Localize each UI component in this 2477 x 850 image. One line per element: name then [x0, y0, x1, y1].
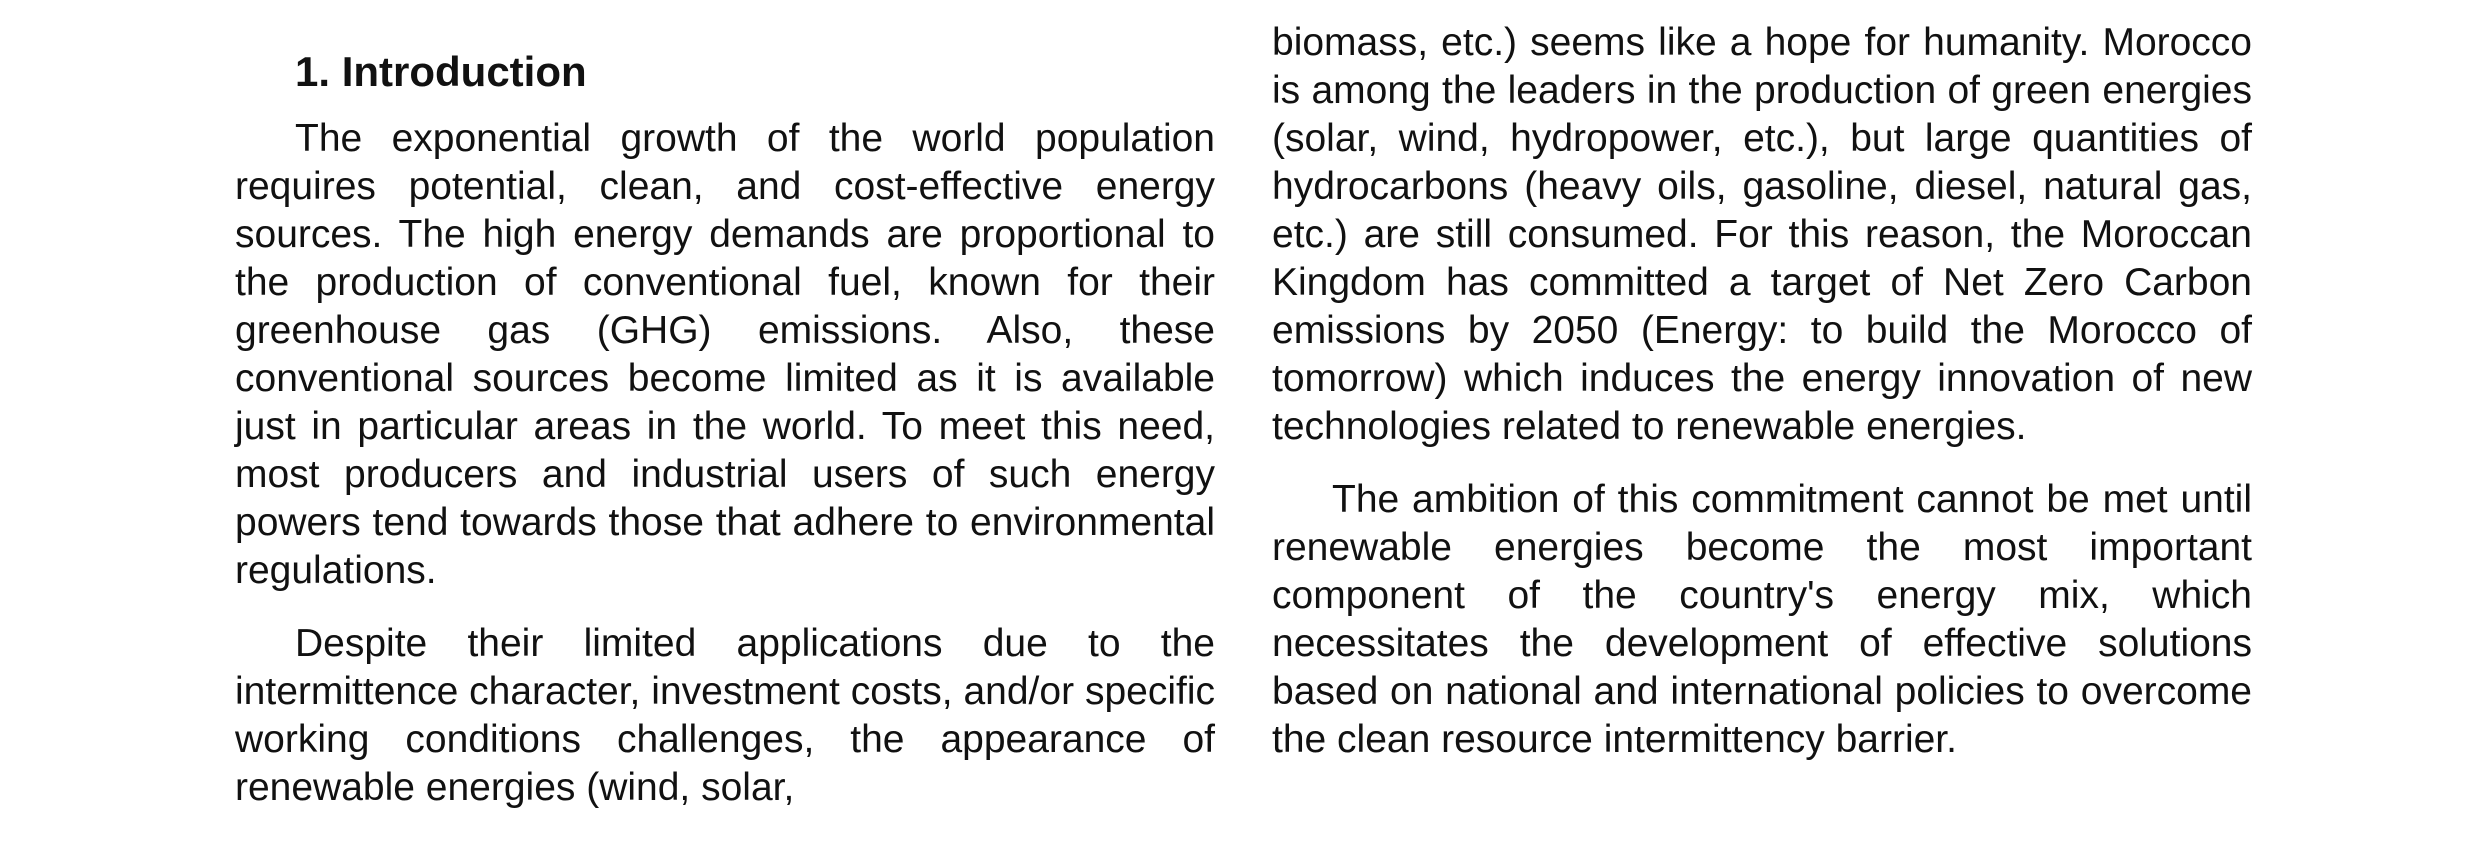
paragraph-intro-2-continued: biomass, etc.) seems like a hope for humanity. Morocco is among the leaders in the production of green energies (solar, wind, hydropower, etc.), but large quantities of hydrocarbons (heavy oils, gasoline, diesel, natural gas, etc.) are still consumed. For this reason, the Moroccan Kingdom has committed a target of Net Zero Carbon emissions by 2050 (Energy: to build the Morocco of tomorrow) which induces the energy innovation of new technologies related to renewable energies. — [1272, 21, 2252, 448]
right-column — [1272, 19, 2252, 764]
paragraph-intro-3: The ambition of this commitment cannot be met until renewable energies become the most important component of the country's energy mix, which necessitates the development of effective solutions based on national and international policies to overcome the clean resource intermittency barrier. — [1272, 478, 2252, 761]
paragraph-intro-1: The exponential growth of the world population requires potential, clean, and cost-effective energy sources. The high energy demands are proportional to the production of conventional fuel, known for their greenhouse gas (GHG) emissions. Also, these conventional sources become limited as it is available just in particular areas in the world. To meet this need, most producers and industrial users of such energy powers tend towards those that adhere to environmental regulations. — [235, 117, 1215, 592]
left-column — [235, 44, 1215, 812]
paragraph-intro-2: Despite their limited applications due to the intermittence character, investment costs, and/or specific working conditions challenges, the appearance of renewable energies (wind, solar, — [235, 622, 1215, 809]
section-heading: 1. Introduction — [295, 48, 587, 95]
